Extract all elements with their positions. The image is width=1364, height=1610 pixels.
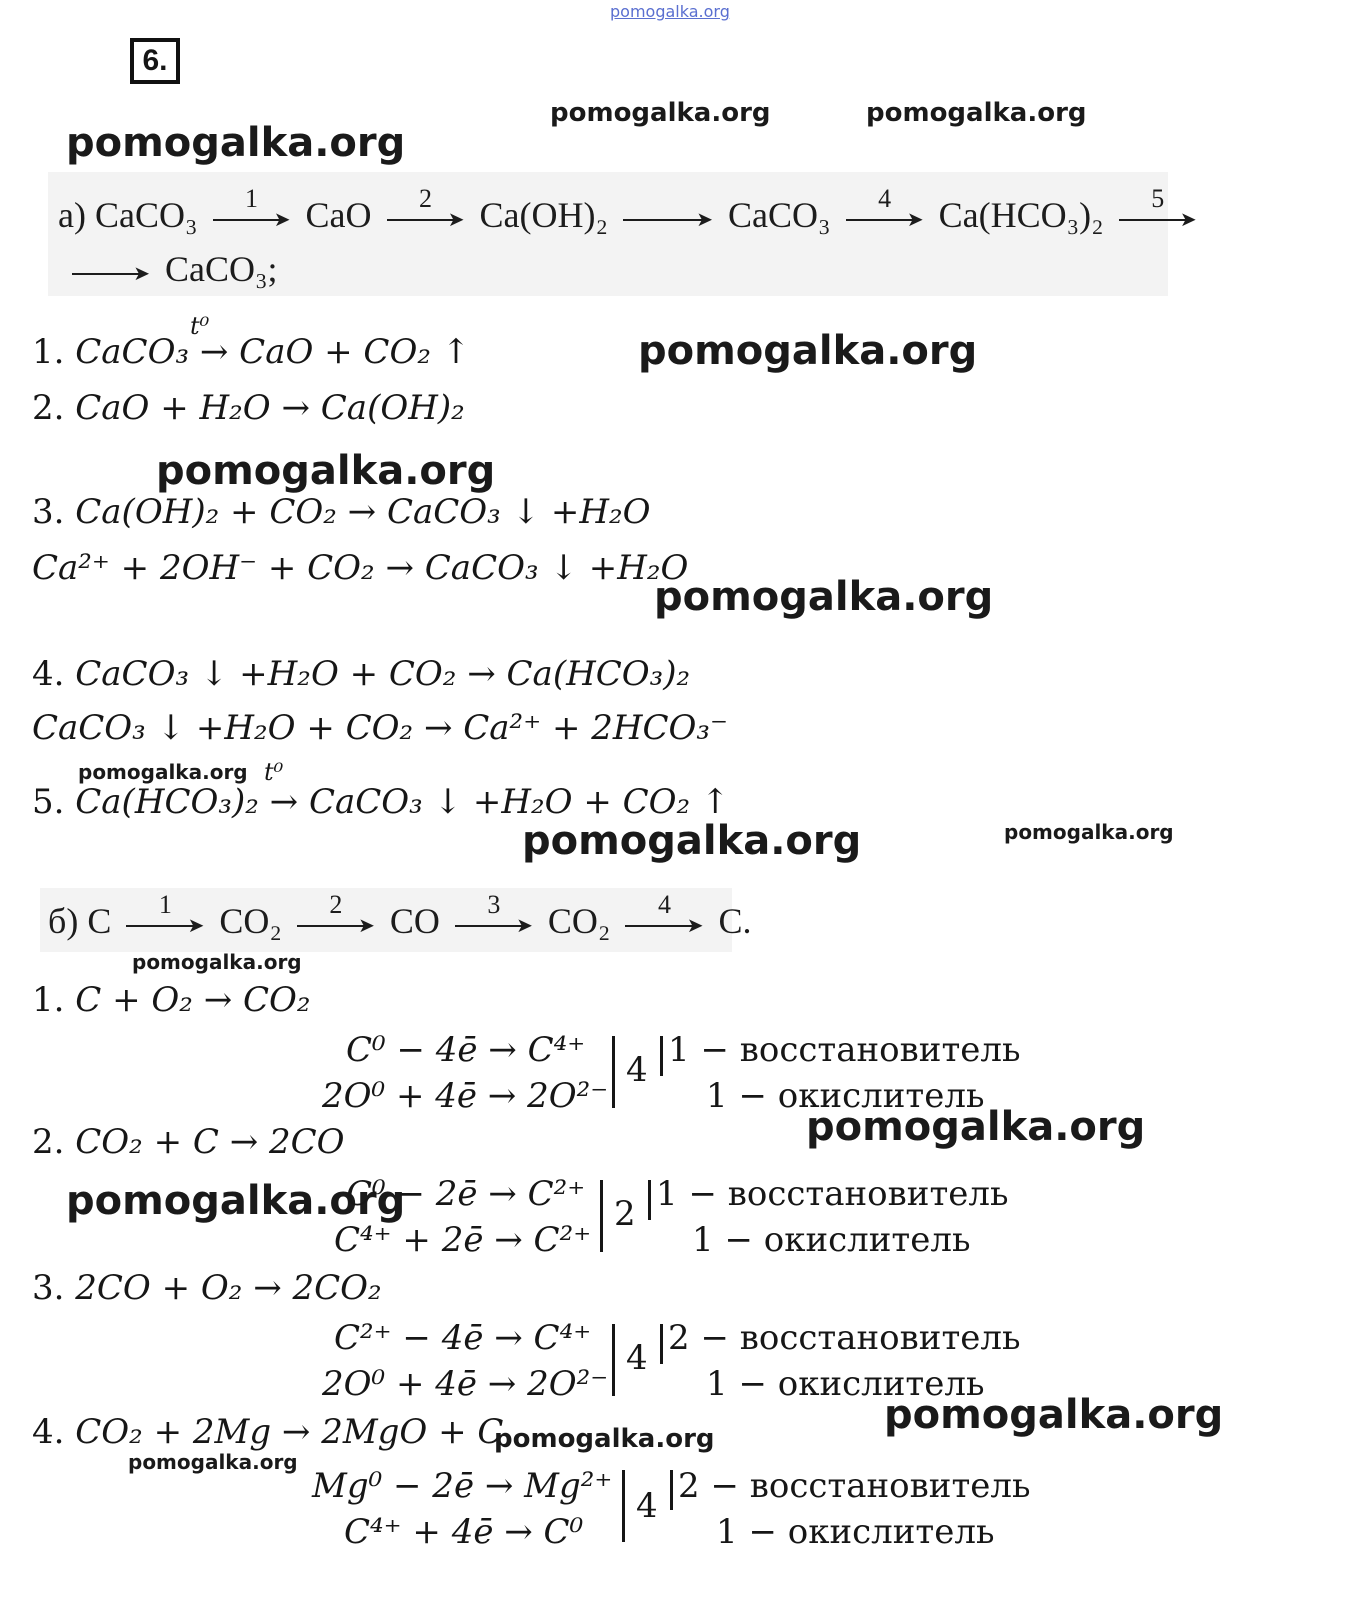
arrow-icon: 4 ➤ [846, 204, 924, 234]
balance-bracket [612, 1036, 615, 1108]
scheme-b-prefix: б) [48, 901, 79, 941]
role-reducer: 2 − восстановитель [678, 1466, 1031, 1506]
task-number: 6. [130, 38, 180, 84]
half-reaction: C⁴⁺ + 4ē → C⁰ [344, 1512, 584, 1552]
equation-a3-ionic: Ca²⁺ + 2OH⁻ + CO₂ → CaCO₃ ↓ +H₂O [32, 548, 689, 588]
balance-bracket [622, 1470, 625, 1542]
role-reducer: 1 − восстановитель [668, 1030, 1021, 1070]
scheme-b-substance: CO₂ [547, 901, 611, 941]
half-reaction: 2O⁰ + 4ē → 2O²⁻ [322, 1076, 609, 1116]
watermark: pomogalka.org [1004, 820, 1174, 844]
scheme-b-substance: C [87, 901, 112, 941]
arrow-icon: 1 ➤ [126, 910, 204, 940]
balance-bracket [660, 1324, 663, 1364]
role-oxidizer: 1 − окислитель [692, 1220, 971, 1260]
scheme-a-substance: Ca(OH)₂ [479, 195, 609, 235]
half-reaction: Mg⁰ − 2ē → Mg²⁺ [312, 1466, 613, 1506]
balance-number: 4 [636, 1486, 658, 1526]
scheme-a [48, 172, 1197, 296]
equation-b2: 2. CO₂ + C → 2CO [32, 1122, 345, 1162]
equation-a5: 5. Ca(HCO₃)₂ → CaCO₃ ↓ +H₂O + CO₂ ↑ [32, 782, 730, 822]
equation-a4-ionic: CaCO₃ ↓ +H₂O + CO₂ → Ca²⁺ + 2HCO₃⁻ [32, 708, 728, 748]
half-reaction: C⁰ − 2ē → C²⁺ [346, 1174, 586, 1214]
balance-number: 4 [626, 1338, 648, 1378]
watermark: pomogalka.org [884, 1392, 1224, 1438]
watermark: pomogalka.org [132, 950, 302, 974]
half-reaction: C⁰ − 4ē → C⁴⁺ [346, 1030, 586, 1070]
role-reducer: 2 − восстановитель [668, 1318, 1021, 1358]
equation-a3: 3. Ca(OH)₂ + CO₂ → CaCO₃ ↓ +H₂O [32, 492, 651, 532]
watermark: pomogalka.org [66, 1178, 406, 1224]
heat-label: t⁰ [190, 312, 210, 340]
heat-label: t⁰ [264, 758, 284, 786]
equation-a4: 4. CaCO₃ ↓ +H₂O + CO₂ → Ca(HCO₃)₂ [32, 654, 691, 694]
equation-b3: 3. 2CO + O₂ → 2CO₂ [32, 1268, 382, 1308]
scheme-a-substance: CaO [305, 195, 372, 235]
balance-bracket [600, 1180, 603, 1252]
arrow-icon: 2 ➤ [387, 204, 465, 234]
scheme-b-substance: CO₂ [219, 901, 282, 941]
watermark: pomogalka.org [494, 1424, 715, 1454]
arrow-icon: 4 ➤ [625, 910, 703, 940]
arrow-icon: 1 ➤ [213, 204, 291, 234]
arrow-icon: 3 ➤ [455, 910, 533, 940]
role-oxidizer: 1 − окислитель [706, 1364, 985, 1404]
watermark: pomogalka.org [866, 98, 1087, 128]
role-oxidizer: 1 − окислитель [716, 1512, 995, 1552]
balance-bracket [670, 1470, 673, 1510]
role-oxidizer: 1 − окислитель [706, 1076, 985, 1116]
balance-number: 4 [626, 1050, 648, 1090]
watermark: pomogalka.org [638, 328, 978, 374]
equation-b4: 4. CO₂ + 2Mg → 2MgO + C [32, 1412, 504, 1452]
watermark: pomogalka.org [156, 448, 496, 494]
watermark: pomogalka.org [654, 574, 994, 620]
scheme-b [40, 888, 752, 952]
scheme-a-substance: CaCO₃ [728, 195, 831, 235]
scheme-b-substance: CO [389, 901, 440, 941]
role-reducer: 1 − восстановитель [656, 1174, 1009, 1214]
watermark: pomogalka.org [128, 1450, 298, 1474]
equation-b1: 1. C + O₂ → CO₂ [32, 980, 311, 1020]
watermark: pomogalka.org [522, 818, 862, 864]
arrow-icon: ➤ [72, 258, 150, 288]
equation-a1: 1. CaCO₃ → CaO + CO₂ ↑ [32, 332, 471, 372]
half-reaction: 2O⁰ + 4ē → 2O²⁻ [322, 1364, 609, 1404]
balance-number: 2 [614, 1194, 636, 1234]
scheme-b-substance: C. [718, 901, 752, 941]
scheme-a-substance: CaCO₃ [94, 195, 198, 235]
scheme-a-prefix: а) [58, 195, 86, 235]
top-link[interactable]: pomogalka.org [610, 2, 730, 21]
balance-bracket [648, 1180, 651, 1220]
scheme-a-substance: CaCO₃; [165, 249, 278, 289]
arrow-icon: ➤ [623, 204, 713, 234]
scheme-a-substance: Ca(HCO₃)₂ [938, 195, 1104, 235]
half-reaction: C⁴⁺ + 2ē → C²⁺ [334, 1220, 592, 1260]
equation-a2: 2. CaO + H₂O → Ca(OH)₂ [32, 388, 465, 428]
balance-bracket [612, 1324, 615, 1396]
watermark: pomogalka.org [806, 1104, 1146, 1150]
watermark: pomogalka.org [66, 120, 406, 166]
half-reaction: C²⁺ − 4ē → C⁴⁺ [334, 1318, 592, 1358]
watermark: pomogalka.org [78, 760, 248, 784]
arrow-icon: 2 ➤ [297, 910, 375, 940]
watermark: pomogalka.org [550, 98, 771, 128]
arrow-icon: 5 ➤ [1119, 204, 1197, 234]
balance-bracket [660, 1036, 663, 1076]
